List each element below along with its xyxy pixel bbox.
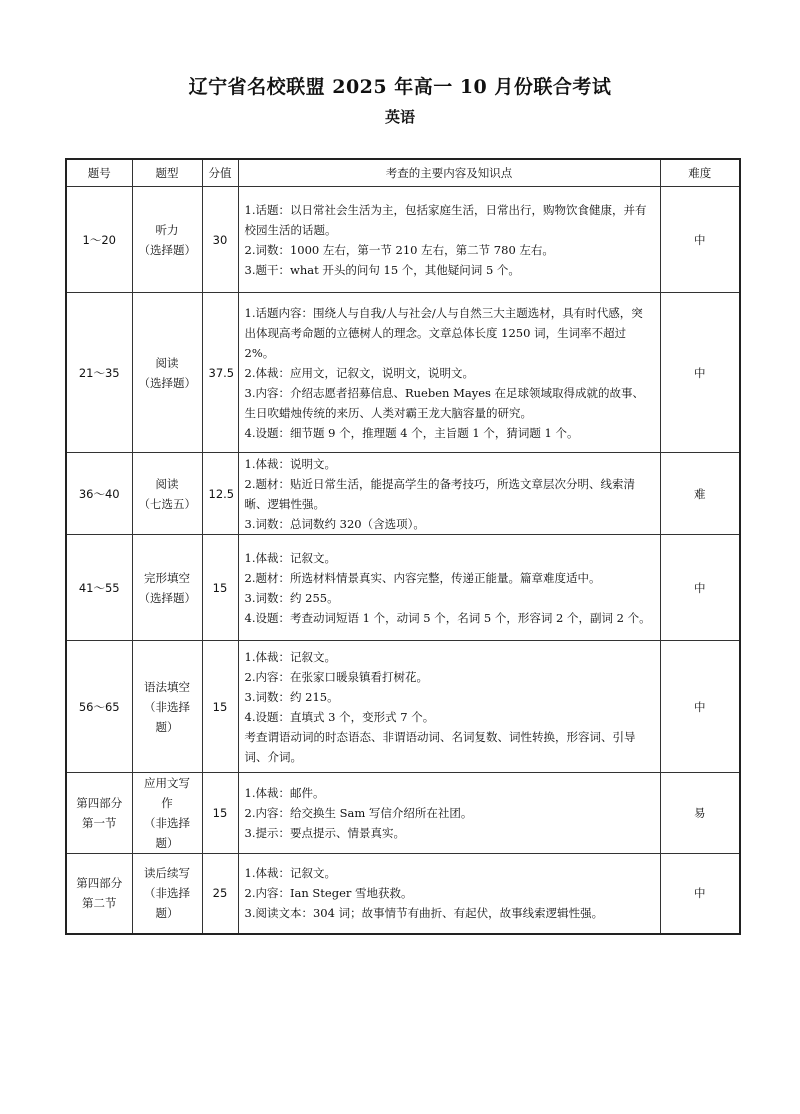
content-points — [238, 293, 660, 453]
question-number: 第四部分 第一节 — [66, 773, 132, 854]
difficulty: 中 — [660, 641, 740, 773]
content-line: 2.体裁：应用文，记叙文，说明文，说明文。 — [244, 365, 474, 380]
content-line: 1.体裁：记叙文。 — [244, 649, 336, 664]
table-header-row — [66, 159, 740, 187]
difficulty: 中 — [660, 535, 740, 641]
content-line: 3.词数：约 255。 — [244, 590, 339, 605]
header-difficulty: 难度 — [660, 159, 740, 187]
header-question-type: 题型 — [132, 159, 202, 187]
content-line: 1.体裁：说明文。 — [244, 456, 336, 471]
question-type: 完形填空 （选择题） — [132, 535, 202, 641]
question-type: 读后续写 （非选择题） — [132, 854, 202, 934]
question-type: 语法填空 （非选择题） — [132, 641, 202, 773]
content-points — [238, 641, 660, 773]
question-type: 阅读 （选择题） — [132, 293, 202, 453]
content-points — [238, 187, 660, 293]
table-row — [66, 293, 740, 453]
header-score: 分值 — [202, 159, 238, 187]
score: 15 — [202, 641, 238, 773]
content-line: 1.体裁：邮件。 — [244, 786, 325, 800]
question-number: 36～40 — [66, 453, 132, 535]
difficulty: 中 — [660, 187, 740, 293]
content-line: 4.设题：直填式 3 个，变形式 7 个。 — [244, 709, 435, 724]
table-row — [66, 453, 740, 535]
content-points — [238, 854, 660, 934]
content-points — [238, 535, 660, 641]
header-question-number: 题号 — [66, 159, 132, 187]
table-row — [66, 187, 740, 293]
table-row — [66, 773, 740, 854]
content-line: 2.内容：Ian Steger 雪地获救。 — [244, 886, 413, 901]
difficulty: 中 — [660, 854, 740, 934]
question-type: 听力 （选择题） — [132, 187, 202, 293]
content-line: 3.内容：介绍志愿者招募信息、Rueben Mayes 在足球领域取得成就的故事、生日吹蜡烛传统的来历、人类对霸王龙大脑容量的研究。 — [244, 385, 645, 420]
content-line: 1.体裁：记叙文。 — [244, 550, 336, 565]
table-row — [66, 535, 740, 641]
question-type: 应用文写作 （非选择题） — [132, 773, 202, 854]
content-points — [238, 773, 660, 854]
table-row — [66, 641, 740, 773]
header-content: 考查的主要内容及知识点 — [238, 159, 660, 187]
table-row — [66, 854, 740, 934]
page-title: 辽宁省名校联盟 2025 年高一 10 月份联合考试 — [188, 76, 612, 98]
score: 25 — [202, 854, 238, 934]
content-line: 1.话题：以日常社会生活为主，包括家庭生活，日常出行，购物饮食健康，并有校园生活的话题。 — [244, 202, 647, 237]
content-line: 3.题干：what 开头的问句 15 个，其他疑问词 5 个。 — [244, 262, 520, 277]
question-number: 第四部分 第二节 — [66, 854, 132, 934]
question-type: 阅读 （七选五） — [132, 453, 202, 535]
content-line: 4.设题：细节题 9 个，推理题 4 个，主旨题 1 个，猜词题 1 个。 — [244, 425, 579, 440]
content-line: 3.词数：总词数约 320（含选项）。 — [244, 516, 425, 531]
content-line: 3.阅读文本：304 词；故事情节有曲折、有起伏，故事线索逻辑性强。 — [244, 906, 604, 921]
difficulty: 难 — [660, 453, 740, 535]
content-line: 1.话题内容：围绕人与自我/人与社会/人与自然三大主题选材，具有时代感，突出体现高考命题的立德树人的理念。文章总体长度 1250 词，生词率不超过 2%。 — [244, 305, 643, 360]
score: 37.5 — [202, 293, 238, 453]
score: 15 — [202, 535, 238, 641]
content-line: 1.体裁：记叙文。 — [244, 866, 336, 881]
content-line: 2.题材：所选材料情景真实、内容完整，传递正能量。篇章难度适中。 — [244, 570, 601, 585]
question-number: 21～35 — [66, 293, 132, 453]
content-line: 3.词数：约 215。 — [244, 689, 339, 704]
content-points — [238, 453, 660, 535]
content-line: 3.提示：要点提示、情景真实。 — [244, 826, 405, 840]
score: 15 — [202, 773, 238, 854]
content-line: 4.设题：考查动词短语 1 个，动词 5 个，名词 5 个，形容词 2 个，副词 2 个。 — [244, 610, 651, 625]
score: 30 — [202, 187, 238, 293]
question-number: 1～20 — [66, 187, 132, 293]
content-line: 2.内容：给交换生 Sam 写信介绍所在社团。 — [244, 806, 473, 820]
exam-spec-table — [65, 158, 741, 935]
content-line: 2.题材：贴近日常生活，能提高学生的备考技巧，所选文章层次分明、线索清晰、逻辑性强。 — [244, 476, 635, 511]
content-line: 2.内容：在张家口暖泉镇看打树花。 — [244, 669, 428, 684]
question-number: 41～55 — [66, 535, 132, 641]
difficulty: 中 — [660, 293, 740, 453]
score: 12.5 — [202, 453, 238, 535]
difficulty: 易 — [660, 773, 740, 854]
question-number: 56～65 — [66, 641, 132, 773]
page-subtitle: 英语 — [384, 108, 415, 126]
content-line: 考查谓语动词的时态语态、非谓语动词、名词复数、词性转换，形容词、引导词、介词。 — [244, 729, 636, 764]
content-line: 2.词数：1000 左右，第一节 210 左右，第二节 780 左右。 — [244, 242, 554, 257]
